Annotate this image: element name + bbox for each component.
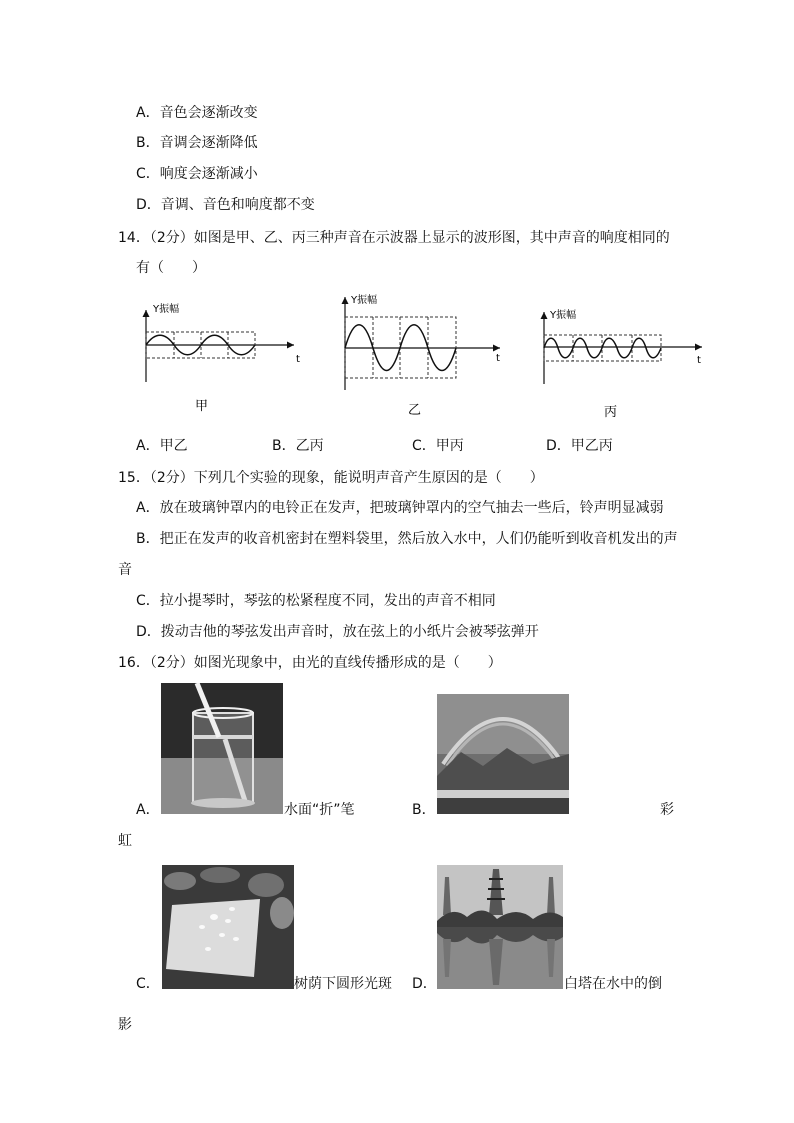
photo-pencil-in-water (161, 683, 283, 814)
q16-option-b-caption-cont: 虹 (118, 833, 132, 849)
q14-option-b: B．乙丙 (272, 438, 324, 454)
q16-option-b-letter: B． (412, 802, 436, 818)
waveform-graph-yi (345, 293, 500, 418)
t-axis-label: t (496, 353, 500, 364)
q16-option-d-caption: 白塔在水中的倒 (564, 976, 662, 992)
q13-option-c: C．响度会逐渐减小 (136, 166, 258, 182)
waveform-graph-jia (146, 302, 300, 414)
graph-label-bing: 丙 (604, 405, 618, 420)
q14-stem-cont: 有（ ） (136, 260, 206, 276)
photo-rainbow (437, 694, 569, 814)
t-axis-label: t (296, 354, 300, 365)
q16-option-a-caption: 水面“折”笔 (284, 802, 355, 818)
y-axis-label: Y振幅 (153, 304, 180, 315)
q16-stem: 16．（2分）如图光现象中，由光的直线传播形成的是（ ） (118, 655, 502, 671)
q15-option-a: A．放在玻璃钟罩内的电铃正在发声，把玻璃钟罩内的空气抽去一些后，铃声明显减弱 (136, 500, 664, 516)
q16-option-d-caption-cont: 影 (118, 1017, 132, 1033)
q16-option-c-caption: 树荫下圆形光斑 (294, 976, 392, 992)
q13-option-a: A．音色会逐渐改变 (136, 105, 258, 121)
q15-option-c: C．拉小提琴时，琴弦的松紧程度不同，发出的声音不相同 (136, 593, 496, 609)
q16-option-d-letter: D． (412, 976, 437, 992)
q14-option-d: D．甲乙丙 (546, 438, 613, 454)
y-axis-label: Y振幅 (351, 295, 378, 306)
q13-option-b: B．音调会逐渐降低 (136, 135, 258, 151)
q14-stem: 14．（2分）如图是甲、乙、丙三种声音在示波器上显示的波形图，其中声音的响度相同的 (118, 230, 670, 246)
q16-option-b-caption: 彩 (660, 802, 674, 818)
photo-light-spots (162, 865, 294, 989)
waveform-graph-bing (544, 308, 702, 420)
q16-option-a-letter: A． (136, 802, 160, 818)
q15-option-d: D．拨动吉他的琴弦发出声音时，放在弦上的小纸片会被琴弦弹开 (136, 624, 539, 640)
photo-pagoda-reflection (437, 865, 563, 989)
q15-option-b: B．把正在发声的收音机密封在塑料袋里，然后放入水中，人们仍能听到收音机发出的声 (136, 531, 678, 547)
graph-label-yi: 乙 (408, 403, 422, 418)
q15-stem: 15．（2分）下列几个实验的现象，能说明声音产生原因的是（ ） (118, 470, 544, 486)
t-axis-label: t (697, 355, 701, 366)
q14-option-a: A．甲乙 (136, 438, 188, 454)
q14-waveform-figure (0, 290, 794, 420)
q16-option-c-letter: C． (136, 976, 160, 992)
q14-option-c: C．甲丙 (412, 438, 464, 454)
q15-option-b-cont: 音 (118, 562, 132, 578)
graph-label-jia: 甲 (195, 399, 209, 414)
y-axis-label: Y振幅 (550, 310, 577, 321)
q13-option-d: D．音调、音色和响度都不变 (136, 197, 315, 213)
